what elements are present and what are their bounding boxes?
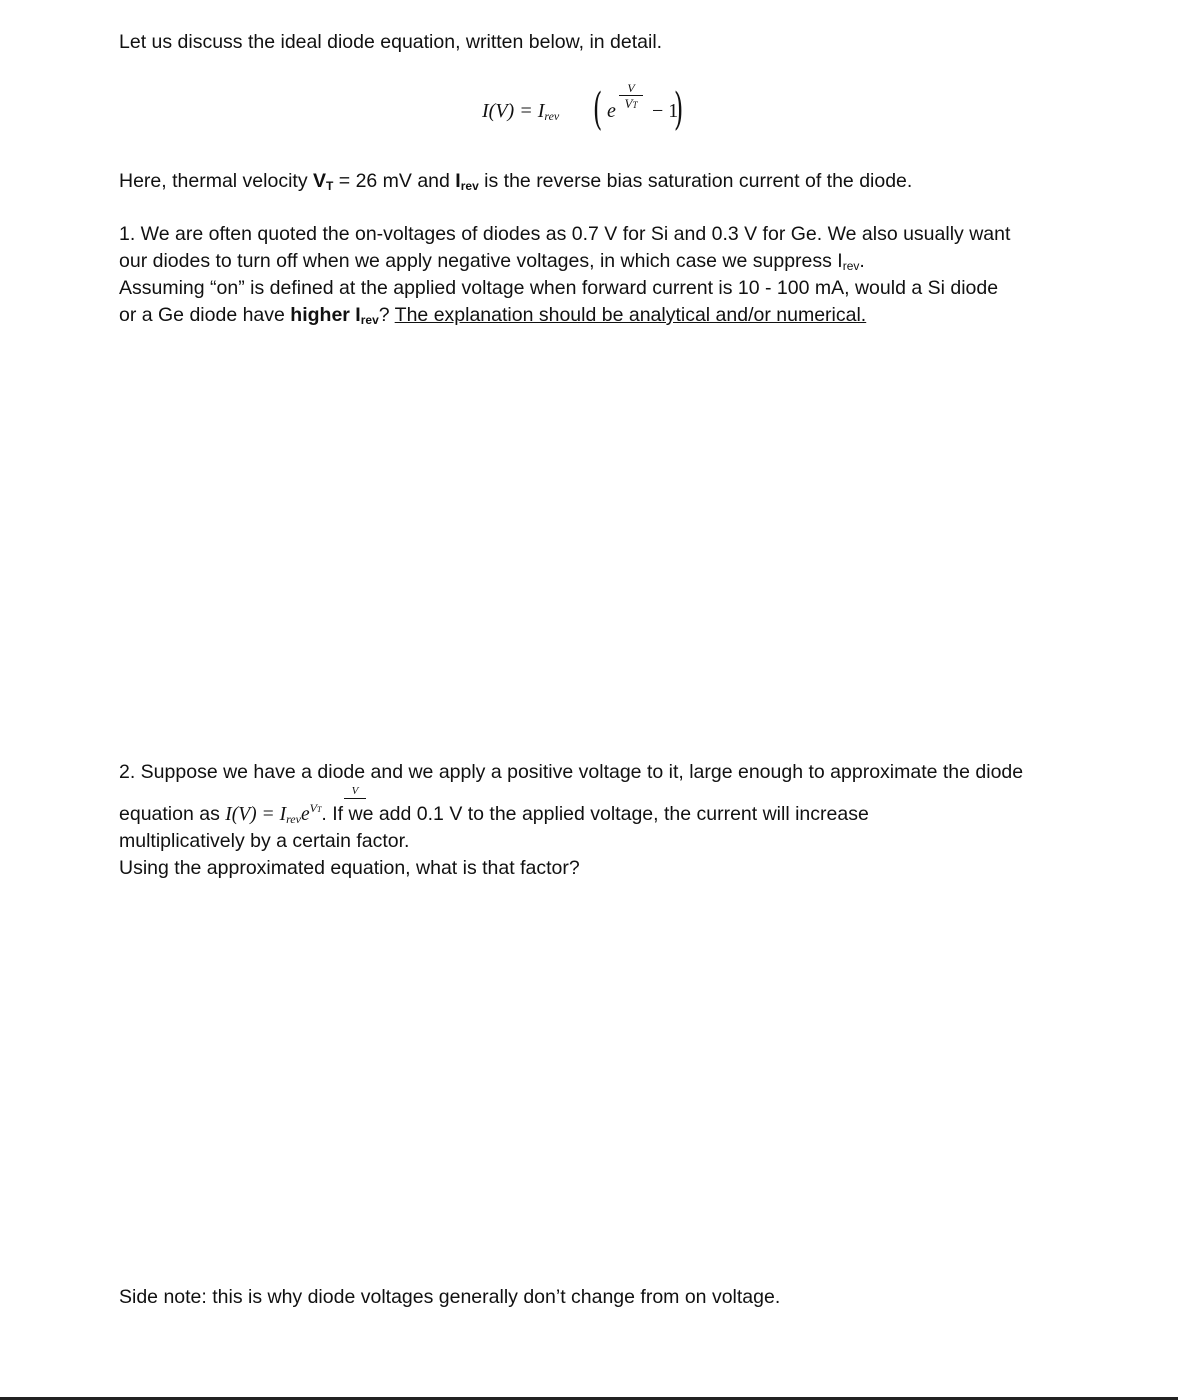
exponent-denominator: VT [624, 96, 638, 111]
diode-equation [482, 78, 702, 144]
q2-line-3: multiplicatively by a certain factor. [119, 830, 410, 852]
equation-exp-base: e [607, 100, 616, 122]
equation-lhs: I(V) = I [482, 100, 545, 122]
definition-text: Here, thermal velocity VT = 26 mV and Irev is the reverse bias saturation current of the diode. [119, 170, 913, 193]
underlined-instruction: The explanation should be analytical and/or numerical. [394, 304, 867, 326]
q1-line-1: 1. We are often quoted the on-voltages of diodes as 0.7 V for Si and 0.3 V for Ge. We also usually want [119, 223, 1011, 245]
side-note: Side note: this is why diode voltages generally don’t change from on voltage. [119, 1286, 781, 1308]
right-paren: ) [673, 84, 684, 135]
q2-approx-equation: $I(V) = I_{rev}e^{VT}$ [225, 801, 322, 826]
equation-irev-subscript: rev [544, 109, 560, 123]
q2-exponent-numerator: V [344, 786, 366, 800]
q2-line-2: equation as $I(V) = I_{rev}e^{VT}$. If we add 0.1 V to the applied voltage, the current will increase [119, 801, 869, 826]
q1-line-3: Assuming “on” is defined at the applied voltage when forward current is 10 - 100 mA, would a Si diode [119, 277, 999, 299]
q2-line-1: 2. Suppose we have a diode and we apply a positive voltage to it, large enough to approximate the diode [119, 761, 1024, 783]
q2-line-4: Using the approximated equation, what is that factor? [119, 857, 580, 879]
q1-line-4: or a Ge diode have higher Irev? The explanation should be analytical and/or numerical. [119, 304, 867, 327]
q1-line-2: our diodes to turn off when we apply negative voltages, in which case we suppress $I_{rev}$. [119, 250, 865, 273]
left-paren: ( [592, 84, 603, 135]
exponent-numerator: V [627, 81, 635, 95]
equation-exponent-fraction [619, 82, 643, 112]
equation-minus-one: − 1 [652, 100, 679, 122]
intro-text: Let us discuss the ideal diode equation, written below, in detail. [119, 31, 663, 53]
